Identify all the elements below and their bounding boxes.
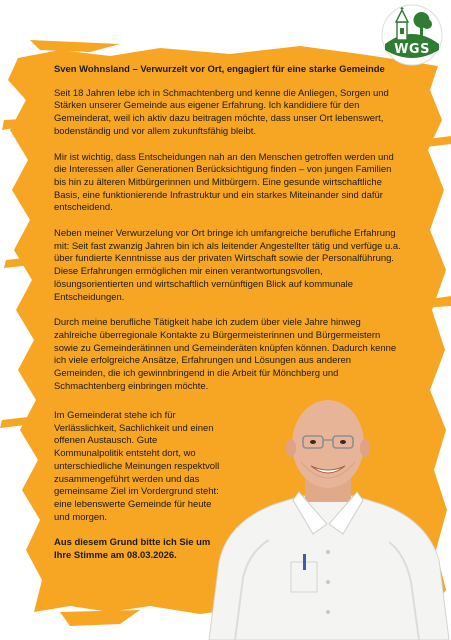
candidate-portrait [205, 392, 451, 640]
paragraph-1: Seit 18 Jahren lebe ich in Schmachtenberg und kenne die Anliegen, Sorgen und Stärken unserer Gemeinde aus eigener Erfahrung. Ich kandidiere für den Gemeinderat, weil ich aktiv dazu beitragen möchte, dass unser Ort lebenswert, bodenständig und vor allem zukunftsfähig bleibt. [54, 87, 389, 137]
logo-text: WGS [394, 42, 430, 57]
main-text [54, 64, 404, 406]
paragraph-5: Im Gemeinderat stehe ich für Verlässlichkeit, Sachlichkeit und einen offenen Austausch. Gute Kommunalpolitik entsteht dort, wo unterschiedliche Meinungen respektvoll zusammengeführt werden und das gemeinsame Ziel im Vordergrund steht: eine lebenswerte Gemeinde für heute und morgen. [54, 410, 220, 523]
paragraph-2: Mir ist wichtig, dass Entscheidungen nah an den Menschen getroffen werden und die Interessen aller Generationen Berücksichtigung finden – von jungen Familien bis hin zu älteren Mitbürgerinnen und Mitbürgern. Eine gesunde wirtschaftliche Basis, eine funktionierende Infrastruktur und ein starkes Miteinander sind dafür entscheidend. [54, 151, 394, 214]
narrow-column [54, 410, 224, 576]
paragraph-4: Durch meine berufliche Tätigkeit habe ich zudem über viele Jahre hinweg zahlreiche überregionale Kontakte zu Bürgermeisterinnen und Bürgermeistern sowie zu Gemeinderätinnen und Gemeinderäten knüpfen können. Dadurch kenne ich viele erfolgreiche Ansätze, Erfahrungen und Lösungen aus anderen Gemeinden, die ich gewinnbringend in die Arbeit für Mönchberg und Schmachtenberg einbringen möchte. [54, 317, 397, 392]
wgs-logo [381, 4, 443, 66]
headline: Sven Wohnsland – Verwurzelt vor Ort, engagiert für eine starke Gemeinde [54, 64, 385, 75]
paragraph-3: Neben meiner Verwurzelung vor Ort bringe ich umfangreiche berufliche Erfahrung mit: Seit fast zwanzig Jahren bin ich als leitender Angestellter tätig und verfüge u.a. über fundierte Kenntnisse aus der privaten Wirtschaft sowie der Personalführung. Diese Erfahrungen ermöglichen mir einen verantwortungsvollen, lösungsorientierten und wirtschaftlich vernünftigen Blick auf kommunale Entscheidungen. [54, 228, 401, 303]
closing-statement: Aus diesem Grund bitte ich Sie um Ihre Stimme am 08.03.2026. [54, 537, 211, 562]
